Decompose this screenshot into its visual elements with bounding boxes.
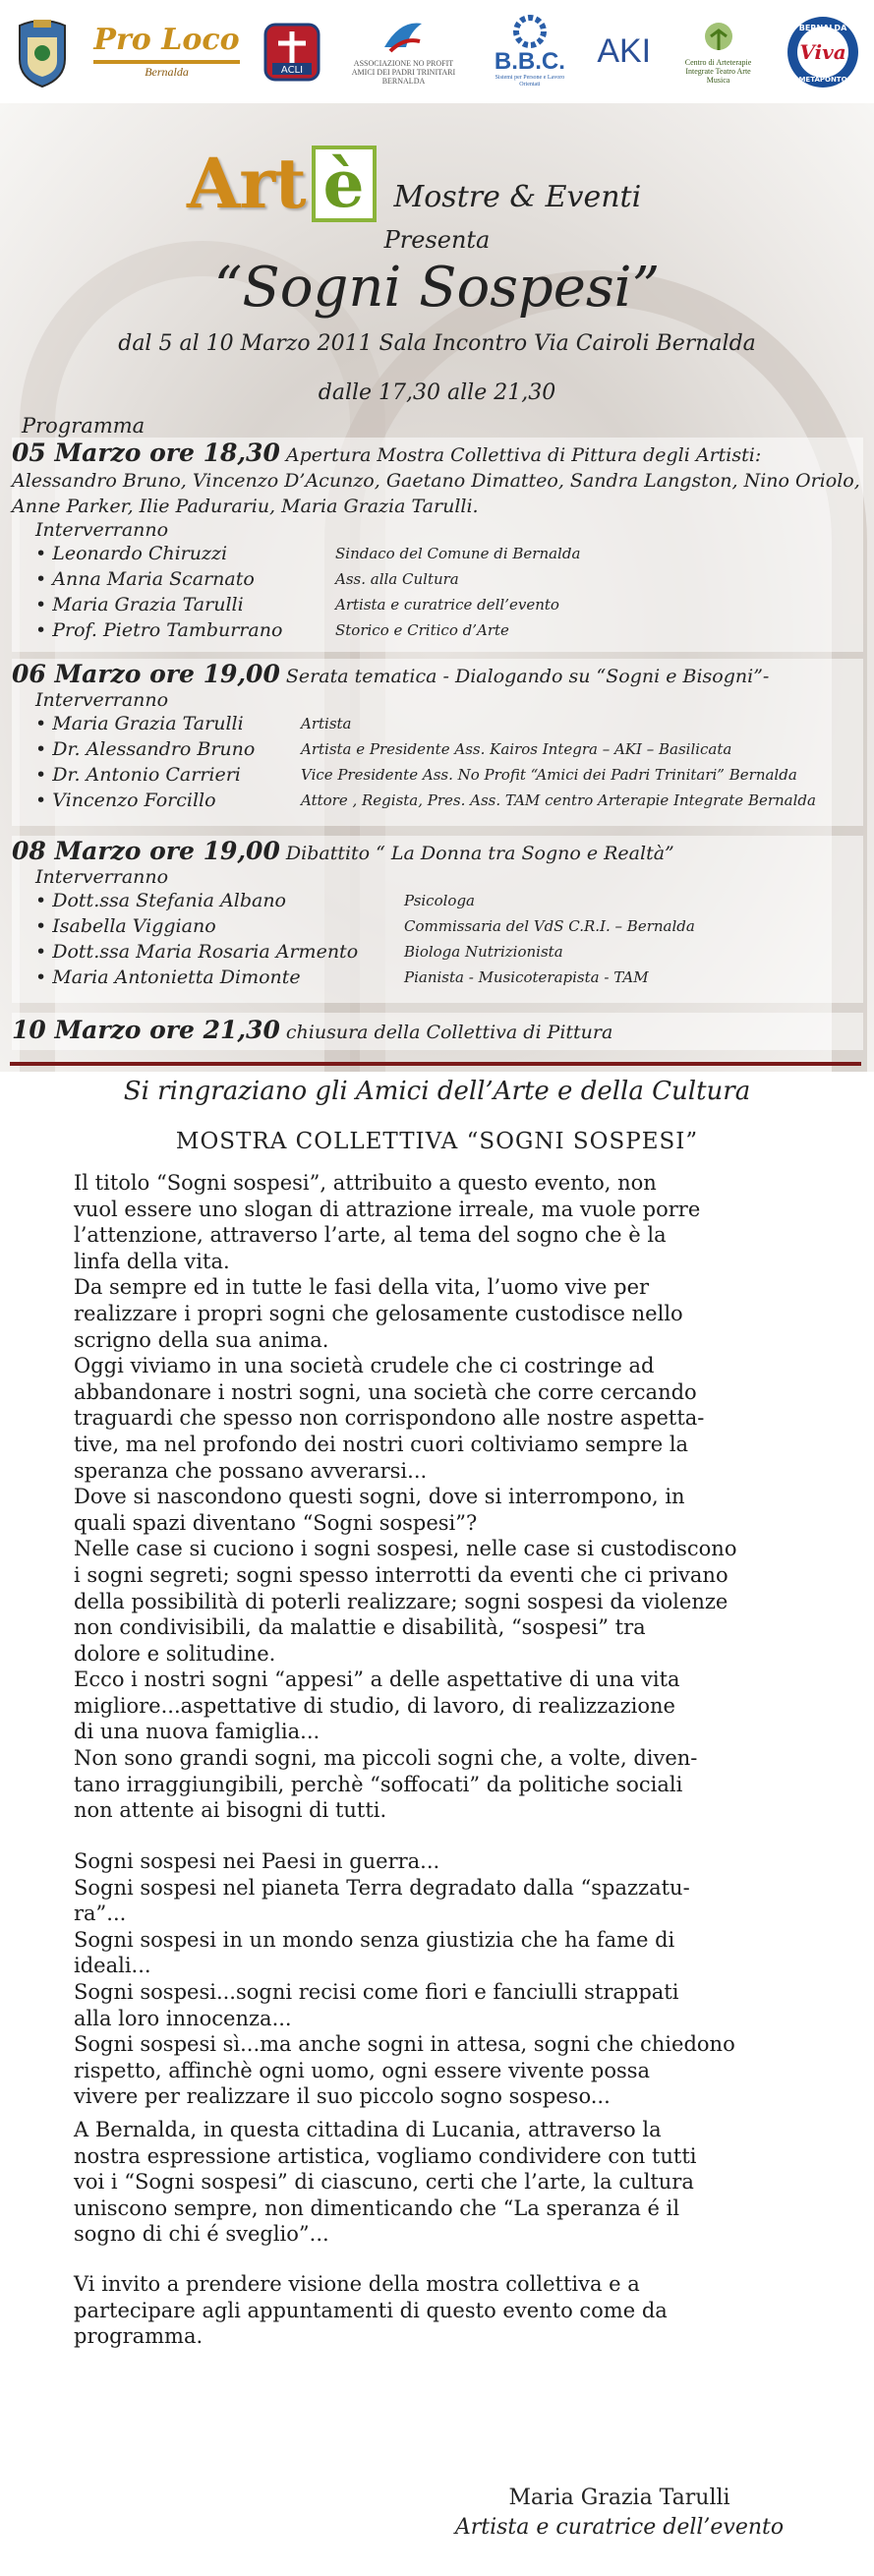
body-line: scrigno della sua anima. <box>74 1327 329 1352</box>
body-line: uniscono sempre, non dimenticando che “La speranza é il <box>74 2195 680 2220</box>
body-line: Da sempre ed in tutte le fasi della vita, l’uomo vive per <box>74 1275 650 1300</box>
body-line: Ecco i nostri sogni “appesi” a delle aspettative di una vita <box>74 1668 680 1692</box>
speaker-row <box>35 736 863 762</box>
brand-e: è <box>312 146 377 222</box>
speaker-row <box>35 965 863 990</box>
body-line: abbandonare i nostri sogni, una società che corre cercando <box>74 1379 697 1404</box>
body-line: Non sono grandi sogni, ma piccoli sogni che, a volte, diven- <box>74 1746 698 1771</box>
body-line: Il titolo “Sogni sospesi”, attribuito a questo evento, non <box>74 1171 657 1195</box>
event-date: 05 Marzo ore 18,30 <box>12 439 280 467</box>
body-line: sogno di chi é sveglio”... <box>74 2222 329 2247</box>
body-line: nostra espressione artistica, vogliamo condividere con tutti <box>74 2143 697 2168</box>
body-line: A Bernalda, in questa cittadina di Lucania, attraverso la <box>74 2118 662 2141</box>
mostra-heading: MOSTRA COLLETTIVA “SOGNI SOSPESI” <box>175 1129 699 1154</box>
event-date: 08 Marzo ore 19,00 <box>12 837 280 865</box>
body-line: vivere per realizzare il suo piccolo sogno sospeso... <box>74 2084 611 2109</box>
speakers-label: Interverranno <box>35 519 169 541</box>
arte-brand <box>187 143 641 224</box>
event-description: chiusura della Collettiva di Pittura <box>279 1022 613 1043</box>
body-line: programma. <box>74 2324 204 2349</box>
sponsor-logos <box>0 0 874 103</box>
speakers-label: Interverranno <box>35 866 169 888</box>
event-description: Dibattito “ La Donna tra Sogno e Realtà” <box>279 843 674 864</box>
event-date: 10 Marzo ore 21,30 <box>12 1016 280 1044</box>
brand-art: Art <box>187 143 306 224</box>
speaker-role: Artista e Presidente Ass. Kairos Integra – AKI – Basilicata <box>301 740 732 758</box>
speaker-role: Sindaco del Comune di Bernalda <box>335 545 581 562</box>
programme-section <box>0 103 874 1072</box>
speaker-role: Commissaria del VdS C.R.I. – Bernalda <box>404 917 695 935</box>
speaker-role: Vice Presidente Ass. No Profit “Amici dei Padri Trinitari” Bernalda <box>301 766 797 784</box>
viva-bottom-text: METAPONTO <box>798 75 847 84</box>
body-line: alla loro innocenza... <box>74 2006 292 2030</box>
speaker-name: • Dott.ssa Maria Rosaria Armento <box>35 941 359 963</box>
body-line: di una nuova famiglia... <box>74 1720 320 1744</box>
event-description: Serata tematica - Dialogando su “Sogni e Bisogni”- <box>279 666 770 687</box>
viva-main-text: Viva <box>799 39 846 64</box>
body-line: migliore...aspettative di studio, di lavoro, di realizzazione <box>74 1693 675 1718</box>
signature-role: Artista e curatrice dell’evento <box>454 2515 785 2540</box>
speaker-name: • Isabella Viggiano <box>35 915 216 937</box>
body-line: tive, ma nel profondo dei nostri cuori coltiviamo sempre la <box>74 1432 689 1456</box>
speaker-role: Psicologa <box>404 892 475 909</box>
body-line: non attente ai bisogni di tutti. <box>74 1798 387 1823</box>
aki-logo: AKI <box>597 32 652 70</box>
speaker-name: • Dr. Alessandro Bruno <box>35 738 256 760</box>
event-date: 06 Marzo ore 19,00 <box>12 660 280 688</box>
body-line: dolore e solitudine. <box>74 1641 276 1666</box>
event-hours: dalle 17,30 alle 21,30 <box>318 381 556 405</box>
speaker-row <box>35 913 863 939</box>
speaker-name: • Vincenzo Forcillo <box>35 790 216 811</box>
event-item <box>12 839 863 990</box>
body-paragraph-1 <box>74 1170 801 1824</box>
event-dates: dal 5 al 10 Marzo 2011 Sala Incontro Via Cairoli Bernalda <box>118 331 756 356</box>
speaker-row <box>35 939 863 965</box>
event-item <box>12 662 863 813</box>
body-paragraph-2 <box>74 1848 801 2110</box>
speaker-row <box>35 888 863 913</box>
body-line: realizzare i propri sogni che gelosamente custodisce nello <box>74 1301 683 1325</box>
body-paragraph-3 <box>74 2117 801 2248</box>
event-item <box>12 1018 863 1045</box>
body-paragraph-4 <box>74 2271 801 2350</box>
speaker-role: Artista <box>301 715 352 732</box>
body-line: non condivisibili, da malattie e disabilità, “sospesi” tra <box>74 1615 646 1640</box>
body-line: Sogni sospesi nel pianeta Terra degradato dalla “spazzatu- <box>74 1875 690 1900</box>
speaker-name: • Dott.ssa Stefania Albano <box>35 890 286 911</box>
body-line: Sogni sospesi...sogni recisi come fiori e fanciulli strappati <box>74 1979 679 2004</box>
section-divider <box>10 1062 861 1066</box>
presenta-text: Presenta <box>383 226 491 254</box>
bbc-logo: B.B.C. Sistemi per Persone e Lavoro Orientati <box>486 13 574 91</box>
body-line: Vi invito a prendere visione della mostra collettiva e a <box>74 2272 640 2296</box>
signature-name: Maria Grazia Tarulli <box>508 2486 730 2510</box>
centro-arteterapie-logo: Centro di Arteterapie Integrate Teatro Arte Musica <box>674 13 763 91</box>
body-line: tano irraggiungibili, perchè “soffocati” da politiche sociali <box>74 1772 683 1796</box>
speaker-name: • Dr. Antonio Carrieri <box>35 764 241 786</box>
speaker-name: • Maria Antonietta Dimonte <box>35 966 301 988</box>
programme-label: Programma <box>22 414 146 438</box>
body-line: Dove si nascondono questi sogni, dove si interrompono, in <box>74 1485 685 1509</box>
bernalda-coat-of-arms-logo <box>14 13 71 91</box>
viva-top-text: BERNALDA <box>798 23 847 32</box>
speaker-role: Attore , Regista, Pres. Ass. TAM centro Arterapie Integrate Bernalda <box>301 791 816 809</box>
body-line: voi i “Sogni sospesi” di ciascuno, certi che l’arte, la cultura <box>74 2170 694 2195</box>
speaker-role: Ass. alla Cultura <box>335 570 459 588</box>
speaker-row <box>35 762 863 788</box>
speaker-row <box>35 711 863 736</box>
speaker-role: Biologa Nutrizionista <box>404 943 563 961</box>
body-line: ra”... <box>74 1902 127 1926</box>
body-line: Sogni sospesi sì...ma anche sogni in attesa, sogni che chiedono <box>74 2032 735 2057</box>
speaker-row <box>35 617 863 643</box>
body-line: Sogni sospesi nei Paesi in guerra... <box>74 1849 440 1873</box>
speaker-row <box>35 788 863 813</box>
acli-logo-text: ACLI <box>280 64 304 76</box>
speaker-name: • Prof. Pietro Tamburrano <box>35 619 283 641</box>
speaker-row <box>35 566 863 592</box>
speaker-role: Storico e Critico d’Arte <box>335 621 509 639</box>
proloco-logo: Pro Loco Bernalda <box>93 23 240 79</box>
event-item <box>12 440 863 643</box>
body-line: i sogni segreti; sogni spesso interrotti da eventi che ci privano <box>74 1562 728 1587</box>
event-description: Apertura Mostra Collettiva di Pittura degli Artisti: Alessandro Bruno, Vincenzo D’Acunzo, Gaetano Dimatteo, Sandra Langston, Nino Oriolo, Anne Parker, Ilie Padurariu, Maria Grazia Tarulli. <box>12 444 860 517</box>
brand-subtitle: Mostre & Eventi <box>393 180 642 214</box>
speakers-label: Interverranno <box>35 689 169 711</box>
speaker-name: • Maria Grazia Tarulli <box>35 594 244 615</box>
body-line: traguardi che spesso non corrispondono alle nostre aspetta- <box>74 1406 705 1431</box>
speaker-role: Pianista - Musicoterapista - TAM <box>404 968 649 986</box>
body-line: partecipare agli appuntamenti di questo evento come da <box>74 2298 668 2322</box>
body-line: Oggi viviamo in una società crudele che ci costringe ad <box>74 1354 655 1378</box>
body-line: ideali... <box>74 1954 151 1978</box>
body-line: quali spazi diventano “Sogni sospesi”? <box>74 1510 478 1535</box>
event-title: “Sogni Sospesi” <box>213 256 661 320</box>
body-line: Sogni sospesi in un mondo senza giustizia che ha fame di <box>74 1927 675 1952</box>
body-line: speranza che possano avverarsi... <box>74 1458 428 1483</box>
body-line: Nelle case si cuciono i sogni sospesi, nelle case si custodiscono <box>74 1537 737 1561</box>
speaker-role: Artista e curatrice dell’evento <box>335 596 559 614</box>
body-line: linfa della vita. <box>74 1249 230 1273</box>
speaker-name: • Anna Maria Scarnato <box>35 568 255 590</box>
speaker-row <box>35 592 863 617</box>
body-line: rispetto, affinchè ogni uomo, ogni essere vivente possa <box>74 2058 651 2082</box>
body-line: vuol essere uno slogan di attrazione irreale, ma vuole porre <box>74 1197 701 1221</box>
speaker-row <box>35 541 863 566</box>
thanks-line: Si ringraziano gli Amici dell’Arte e della Cultura <box>123 1077 751 1106</box>
speaker-name: • Leonardo Chiruzzi <box>35 543 228 564</box>
acli-logo <box>262 13 321 91</box>
viva-bernalda-metaponto-logo <box>786 13 860 91</box>
body-line: della possibilità di poterli realizzare; sogni sospesi da violenze <box>74 1589 728 1613</box>
associazione-logo: ASSOCIAZIONE NO PROFIT AMICI DEI PADRI TRINITARI BERNALDA <box>344 13 462 91</box>
speaker-name: • Maria Grazia Tarulli <box>35 713 244 734</box>
body-line: l’attenzione, attraverso l’arte, al tema del sogno che è la <box>74 1223 667 1248</box>
